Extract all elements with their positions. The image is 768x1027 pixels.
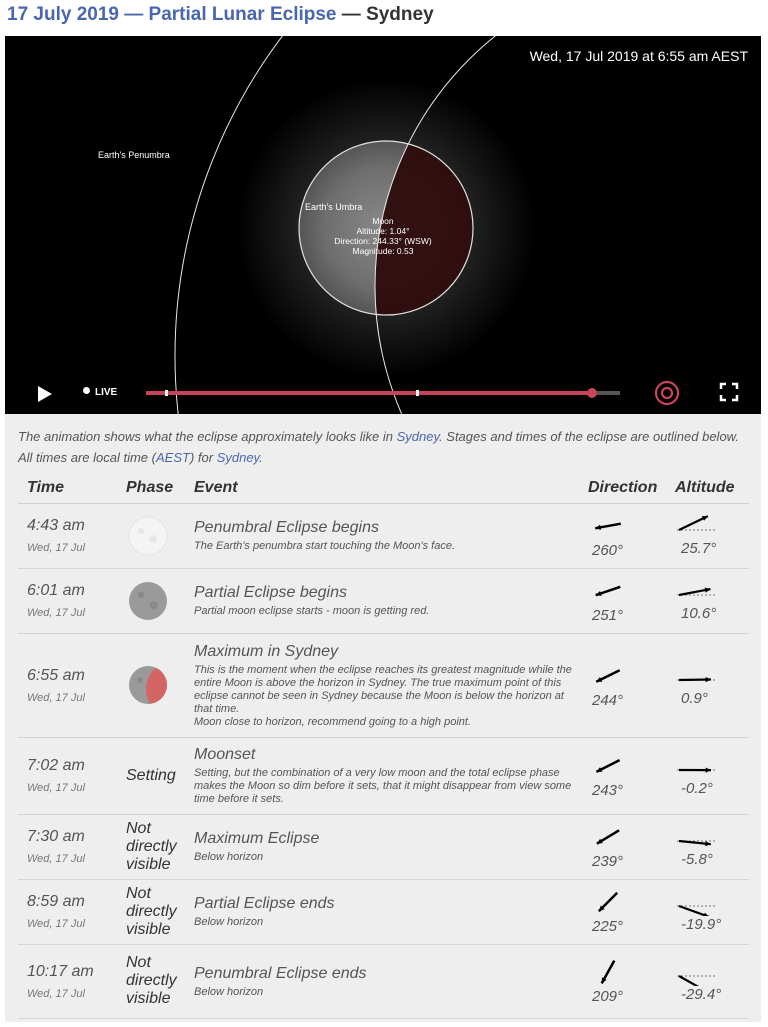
penumbral-moon-icon: [128, 516, 168, 556]
altitude-cell: [671, 814, 749, 879]
altitude-cell: [671, 879, 749, 944]
direction-cell: [584, 633, 671, 737]
event-time: 4:43 am: [27, 517, 85, 534]
timeline-scrubber[interactable]: [146, 391, 620, 395]
time-cell: [18, 879, 117, 944]
time-cell: [18, 737, 117, 814]
time-cell: [18, 503, 117, 568]
moon-info-box: [315, 216, 451, 256]
event-title: Moonset: [194, 746, 256, 763]
altitude-value: -5.8°: [681, 851, 713, 868]
altitude-arrow-icon: [675, 514, 723, 540]
time-cell: [18, 944, 117, 1018]
table-header-row: [18, 474, 749, 503]
event-description: Partial moon eclipse starts - moon is getting red.: [194, 605, 430, 617]
table-row: [18, 944, 749, 1018]
table-row: [18, 633, 749, 737]
altitude-value: -19.9°: [681, 916, 722, 933]
phase-text: Not directly visible: [126, 819, 177, 873]
phase-cell: [117, 814, 185, 879]
event-date: Wed, 17 Jul: [27, 542, 85, 554]
event-cell: [185, 737, 584, 814]
altitude-value: -0.2°: [681, 780, 713, 797]
altitude-cell: [671, 944, 749, 1018]
moon-info-altitude: Altitude: 1.04°: [356, 226, 410, 236]
moon-info-magnitude: Magnitude: 0.53: [352, 246, 414, 256]
altitude-arrow-icon: [675, 960, 723, 986]
event-date: Wed, 17 Jul: [27, 691, 85, 704]
direction-arrow-icon: [590, 958, 630, 988]
phase-text: Setting: [126, 766, 176, 784]
event-title: Maximum Eclipse: [194, 830, 320, 847]
altitude-value: 25.7°: [681, 540, 717, 557]
eclipse-title-link[interactable]: 17 July 2019 — Partial Lunar Eclipse: [7, 4, 337, 25]
event-description: Setting, but the combination of a very low moon and the total eclipse phase makes the Moon so dim before it sets, that it might disappear from view some time before it sets.: [194, 767, 572, 805]
timeline-handle[interactable]: [587, 388, 597, 398]
event-description: The Earth's penumbra start touching the Moon's face.: [194, 540, 456, 552]
table-row: [18, 737, 749, 814]
table-row: [18, 814, 749, 879]
event-cell: [185, 879, 584, 944]
event-date: Wed, 17 Jul: [27, 782, 85, 794]
event-time: 7:30 am: [27, 828, 85, 845]
direction-cell: [584, 814, 671, 879]
event-cell: [185, 503, 584, 568]
event-time: 7:02 am: [27, 757, 85, 774]
aest-link[interactable]: AEST: [155, 450, 190, 465]
direction-arrow-icon: [590, 662, 630, 692]
header-altitude: Altitude: [671, 474, 749, 503]
table-row: [18, 503, 749, 568]
live-dot-icon: [83, 387, 90, 394]
moon-info-direction: Direction: 244.33° (WSW): [334, 236, 432, 246]
phase-text: Not directly visible: [126, 884, 177, 938]
partial-start-moon-icon: [128, 581, 168, 621]
page-title: [7, 4, 434, 26]
penumbra-label: Earth's Penumbra: [98, 150, 170, 160]
event-time: 6:01 am: [27, 582, 85, 599]
event-title: Maximum in Sydney: [194, 642, 339, 660]
event-time: 6:55 am: [27, 666, 85, 684]
altitude-value: -29.4°: [681, 985, 722, 1003]
event-title: Penumbral Eclipse ends: [194, 964, 367, 982]
phase-cell: [117, 737, 185, 814]
maximum-moon-icon: [128, 665, 168, 705]
direction-value: 244°: [592, 691, 624, 709]
timeline-marker[interactable]: [416, 390, 419, 396]
event-title: Partial Eclipse ends: [194, 895, 335, 912]
direction-value: 239°: [592, 853, 624, 870]
animation-timestamp: Wed, 17 Jul 2019 at 6:55 am AEST: [529, 48, 748, 64]
direction-cell: [584, 944, 671, 1018]
direction-arrow-icon: [590, 752, 630, 782]
event-cell: [185, 633, 584, 737]
event-date: Wed, 17 Jul: [27, 918, 85, 930]
live-label: LIVE: [95, 387, 118, 398]
fullscreen-button[interactable]: [719, 382, 739, 402]
altitude-arrow-icon: [675, 579, 723, 605]
eclipse-animation-player[interactable]: [5, 36, 761, 414]
event-title: Partial Eclipse begins: [194, 584, 347, 601]
direction-cell: [584, 568, 671, 633]
altitude-arrow-icon: [675, 664, 723, 690]
altitude-arrow-icon: [675, 890, 723, 916]
event-description: This is the moment when the eclipse reaches its greatest magnitude while the entire Moon is above the horizon in Sydney. The true maximum point of this eclipse cannot be seen in Sydney because the Moon is below the horizon at that time.: [194, 663, 572, 715]
eclipse-details: [5, 414, 761, 1022]
header-time: Time: [18, 474, 117, 503]
time-cell: [18, 633, 117, 737]
altitude-cell: [671, 568, 749, 633]
loop-button[interactable]: [654, 380, 680, 406]
header-direction: Direction: [584, 474, 671, 503]
intro-text: [18, 426, 754, 468]
intro-part: .: [259, 450, 263, 465]
altitude-arrow-icon: [675, 754, 723, 780]
time-cell: [18, 814, 117, 879]
play-icon: [35, 384, 55, 404]
sydney-link[interactable]: Sydney: [216, 450, 260, 465]
event-cell: [185, 568, 584, 633]
direction-value: 225°: [592, 918, 624, 935]
event-title: Penumbral Eclipse begins: [194, 519, 379, 536]
header-phase: Phase: [117, 474, 185, 503]
phase-cell: [117, 568, 185, 633]
direction-value: 243°: [592, 782, 624, 799]
event-description: Below horizon: [194, 851, 264, 863]
event-cell: [185, 814, 584, 879]
event-time: 8:59 am: [27, 893, 85, 910]
player-controls: [5, 374, 761, 414]
altitude-value: 0.9°: [681, 689, 708, 707]
direction-arrow-icon: [590, 577, 630, 607]
live-button[interactable]: [83, 387, 117, 398]
loop-icon: [654, 380, 680, 406]
direction-cell: [584, 737, 671, 814]
altitude-arrow-icon: [675, 825, 723, 851]
event-date: Wed, 17 Jul: [27, 853, 85, 865]
direction-arrow-icon: [590, 823, 630, 853]
event-date: Wed, 17 Jul: [27, 987, 85, 1000]
timeline-progress: [146, 391, 592, 395]
altitude-cell: [671, 633, 749, 737]
direction-cell: [584, 879, 671, 944]
direction-value: 209°: [592, 987, 624, 1005]
direction-value: 251°: [592, 607, 624, 624]
eclipse-stages-table: [18, 474, 749, 1019]
table-row: [18, 879, 749, 944]
umbra-label: Earth's Umbra: [305, 202, 363, 212]
title-separator: —: [336, 4, 367, 25]
moon-info-name: Moon: [372, 216, 394, 226]
timeline-marker[interactable]: [165, 390, 168, 396]
phase-cell: [117, 503, 185, 568]
sydney-link[interactable]: Sydney: [396, 429, 440, 444]
altitude-value: 10.6°: [681, 605, 717, 622]
title-city: Sydney: [366, 4, 434, 25]
play-button[interactable]: [35, 384, 55, 404]
event-description: Below horizon: [194, 916, 264, 928]
fullscreen-icon: [719, 382, 739, 402]
time-cell: [18, 568, 117, 633]
intro-part: ) for: [189, 450, 217, 465]
altitude-cell: [671, 737, 749, 814]
header-event: Event: [185, 474, 584, 503]
event-description: Moon close to horizon, recommend going to a high point.: [194, 715, 471, 728]
intro-part: . Stages and times of the eclipse are outlined below. All times are local time (: [18, 429, 739, 465]
intro-part: The animation shows what the eclipse approximately looks like in: [18, 429, 397, 444]
direction-arrow-icon: [590, 888, 630, 918]
event-cell: [185, 944, 584, 1018]
phase-text: Not directly visible: [126, 954, 177, 1007]
phase-cell: [117, 633, 185, 737]
table-row: [18, 568, 749, 633]
event-date: Wed, 17 Jul: [27, 607, 85, 619]
altitude-cell: [671, 503, 749, 568]
phase-cell: [117, 879, 185, 944]
direction-cell: [584, 503, 671, 568]
phase-cell: [117, 944, 185, 1018]
direction-value: 260°: [592, 542, 624, 559]
event-description: Below horizon: [194, 985, 264, 998]
event-time: 10:17 am: [27, 962, 94, 980]
direction-arrow-icon: [590, 512, 630, 542]
